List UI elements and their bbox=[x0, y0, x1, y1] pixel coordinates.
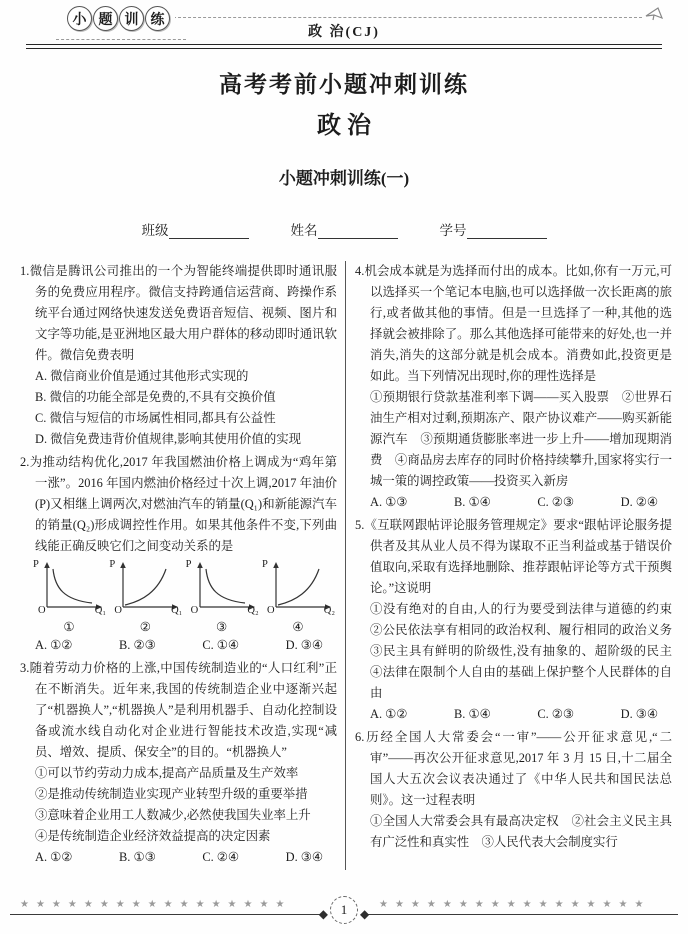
answer-b: B. ①④ bbox=[454, 707, 491, 721]
price-quantity-graph-3 bbox=[185, 560, 259, 635]
logo-char: 训 bbox=[119, 6, 144, 31]
id-label: 学号 bbox=[439, 223, 467, 238]
option-b: B. 微信的功能全部是免费的,不具有交换价值 bbox=[35, 390, 276, 404]
question-2 bbox=[20, 452, 337, 656]
statement-4: ④是传统制造企业经济效益提高的决定因素 bbox=[35, 829, 271, 843]
origin-label: O bbox=[190, 605, 199, 616]
answer-d: D. ③④ bbox=[285, 850, 323, 864]
page-title: 高考考前小题冲刺训练 bbox=[219, 72, 469, 97]
stem-text: 为推动结构优化,2017 年我国燃油价格上调成为“鸡年第一涨”。2016 年国内燃油价格经过十次上调,2017 年油价(P)又相继上调两次,对燃油汽车的销量(Q₁)和新能源汽车的销量(Q₂)形成调控性作用。如果其他条件不变,下列曲线能正确反映它们之间变动关系的是 bbox=[29, 455, 337, 553]
answer-a: A. ①② bbox=[35, 638, 73, 652]
answer-b: B. ①④ bbox=[454, 495, 491, 509]
logo-char: 练 bbox=[145, 6, 170, 31]
question-5 bbox=[355, 515, 685, 725]
answer-c: C. ②③ bbox=[537, 707, 574, 721]
question-stem bbox=[20, 658, 337, 763]
name-field bbox=[291, 219, 398, 239]
price-quantity-graph-4 bbox=[261, 560, 335, 635]
page-header bbox=[0, 0, 688, 50]
statements-inline: ①预期银行贷款基准利率下调——买入股票 ②世界石油生产相对过剩,预期冻产、限产协议难产——购买新能源汽车 ③预期通货膨胀率进一步上升——增加现期消费 ④商品房去库存的同时价格持续攀升,国家将实行一城一策的调控政策——投资买入新房 bbox=[370, 390, 672, 488]
answer-d: D. ②④ bbox=[620, 495, 658, 509]
star-row: ★★★★★★★★★★★★★★★★★ bbox=[379, 899, 651, 910]
option-c: C. 微信与短信的市场属性相同,都具有公益性 bbox=[35, 411, 276, 425]
class-label: 班级 bbox=[141, 223, 169, 238]
origin-label: O bbox=[114, 605, 122, 616]
class-field bbox=[142, 219, 249, 239]
id-blank bbox=[467, 224, 547, 239]
question-number: 4. bbox=[355, 264, 365, 278]
answer-d: D. ③④ bbox=[620, 707, 658, 721]
right-column bbox=[346, 261, 685, 870]
left-column bbox=[20, 261, 346, 870]
page-number: 1 bbox=[340, 902, 348, 917]
answer-a: A. ①② bbox=[370, 707, 408, 721]
question-number: 5. bbox=[355, 518, 365, 532]
answer-d: D. ③④ bbox=[285, 638, 323, 652]
question-number: 6. bbox=[355, 730, 365, 744]
answer-choices bbox=[20, 635, 337, 656]
statement-3: ③意味着企业用工人数减少,必然使我国失业率上升 bbox=[35, 808, 311, 822]
question-6 bbox=[355, 727, 672, 853]
origin-label: O bbox=[266, 605, 275, 616]
graph-number: ④ bbox=[292, 620, 304, 634]
diamond-icon: ◆ bbox=[360, 907, 370, 921]
page-number-badge bbox=[330, 896, 358, 924]
question-number: 2. bbox=[20, 455, 30, 469]
stem-text: 随着劳动力价格的上涨,中国传统制造业的“人口红利”正在不断消失。近年来,我国的传统制造企业中逐渐兴起了“机器换人”,“机器换人”是利用机器手、自动化控制设备或流水线自动化对企业进行智能技术改造,实现“减员、增效、提质、保安全”的目的。“机器换人” bbox=[29, 661, 337, 759]
question-stem bbox=[355, 261, 672, 387]
logo-char: 小 bbox=[67, 6, 92, 31]
statement-1: ①可以节约劳动力成本,提高产品质量及生产效率 bbox=[35, 766, 299, 780]
answer-choices bbox=[355, 704, 672, 725]
option-a: A. 微信商业价值是通过其他形式实现的 bbox=[35, 369, 249, 383]
question-number: 3. bbox=[20, 661, 30, 675]
answer-c: C. ②③ bbox=[537, 495, 574, 509]
x-axis-label: Q₁ bbox=[94, 605, 106, 616]
answer-a: A. ①③ bbox=[370, 495, 408, 509]
answer-b: B. ①③ bbox=[119, 850, 156, 864]
x-axis-label: Q₂ bbox=[323, 605, 335, 616]
question-stem bbox=[20, 452, 337, 557]
y-axis-label: P bbox=[185, 559, 192, 570]
footer-star-line-right bbox=[360, 899, 678, 921]
logo-char: 题 bbox=[93, 6, 118, 31]
y-axis-label: P bbox=[33, 559, 39, 570]
page-footer bbox=[10, 896, 678, 924]
question-1 bbox=[20, 261, 337, 450]
answer-c: C. ②④ bbox=[202, 850, 239, 864]
x-axis-label: Q₁ bbox=[171, 605, 183, 616]
answer-choices bbox=[355, 492, 672, 513]
question-stem bbox=[355, 727, 672, 811]
answer-c: C. ①④ bbox=[202, 638, 239, 652]
stem-text: 历经全国人大常委会“一审”——公开征求意见,“二审”——再次公开征求意见,2017 年 3 月 15 日,十二届全国人大五次会议表决通过了《中华人民共和国民法总则》。这一过程表明 bbox=[364, 730, 672, 807]
answer-choices bbox=[20, 847, 337, 868]
graph-number: ③ bbox=[216, 620, 228, 634]
diamond-icon: ◆ bbox=[318, 907, 328, 921]
statements-inline: ①全国人大常委会具有最高决定权 ②社会主义民主具有广泛性和真实性 ③人民代表大会制度实行 bbox=[370, 814, 672, 849]
answer-a: A. ①② bbox=[35, 850, 73, 864]
subject-header: 政 治(CJ) bbox=[308, 25, 380, 40]
stem-text: 机会成本就是为选择而付出的成本。比如,你有一万元,可以选择买一个笔记本电脑,也可以选择做一次长距离的旅行,或者做其他的事情。但是一旦选择了一种,其他的选择就会被排除了。那么其他选择可能带来的好处,也一并消失,消失的这部分就是机会成本。消费如此,投资更是如此。当下列情况出现时,你的理性选择是 bbox=[364, 264, 672, 383]
subject-title: 政 治 bbox=[317, 113, 371, 139]
header-rule bbox=[26, 44, 662, 49]
statements-inline: ①没有绝对的自由,人的行为要受到法律与道德的约束 ②公民依法享有相同的政治权利、履行相同的政治义务 ③民主具有鲜明的阶级性,没有抽象的、超阶级的民主 ④法律在限制个人自由的基础上保护整个人民群体的自由 bbox=[370, 602, 685, 700]
statement-2: ②是推动传统制造业实现产业转型升级的重要举措 bbox=[35, 787, 308, 801]
brand-logo bbox=[62, 6, 175, 31]
student-info-row bbox=[0, 219, 688, 239]
paper-plane-icon bbox=[644, 6, 666, 22]
question-number: 1. bbox=[20, 264, 30, 278]
origin-label: O bbox=[38, 605, 46, 616]
footer-star-line-left bbox=[10, 899, 328, 921]
graph-number: ① bbox=[63, 620, 75, 634]
name-label: 姓名 bbox=[290, 223, 318, 238]
y-axis-label: P bbox=[261, 559, 268, 570]
y-axis-label: P bbox=[109, 559, 116, 570]
section-title: 小题冲刺训练(一) bbox=[278, 169, 410, 188]
x-axis-label: Q₂ bbox=[247, 605, 259, 616]
question-4 bbox=[355, 261, 672, 513]
question-area bbox=[20, 261, 685, 870]
name-blank bbox=[318, 224, 398, 239]
id-field bbox=[440, 219, 547, 239]
question-stem bbox=[355, 515, 672, 599]
price-quantity-graph-2 bbox=[108, 560, 182, 635]
price-quantity-graph-1 bbox=[32, 560, 106, 635]
star-row: ★★★★★★★★★★★★★★★★★ bbox=[20, 899, 292, 910]
option-d: D. 微信免费违背价值规律,影响其使用价值的实现 bbox=[35, 432, 302, 446]
curve-graphs bbox=[20, 557, 337, 635]
stem-text: 《互联网跟帖评论服务管理规定》要求“跟帖评论服务提供者及其从业人员不得为谋取不正当利益或基于错误价值取向,采取有选择地删除、推荐跟帖评论等方式干预舆论。”这说明 bbox=[364, 518, 672, 595]
header-dashed-line bbox=[168, 17, 642, 18]
class-blank bbox=[169, 224, 249, 239]
answer-b: B. ②③ bbox=[119, 638, 156, 652]
question-stem bbox=[20, 261, 337, 366]
question-3 bbox=[20, 658, 337, 868]
stem-text: 微信是腾讯公司推出的一个为智能终端提供即时通讯服务的免费应用程序。微信支持跨通信运营商、跨操作系统平台通过网络快速发送免费语音短信、视频、图片和文字等功能,是亚洲地区最大用户群体的移动即时通讯软件。微信免费表明 bbox=[29, 264, 337, 362]
graph-number: ② bbox=[139, 620, 151, 634]
